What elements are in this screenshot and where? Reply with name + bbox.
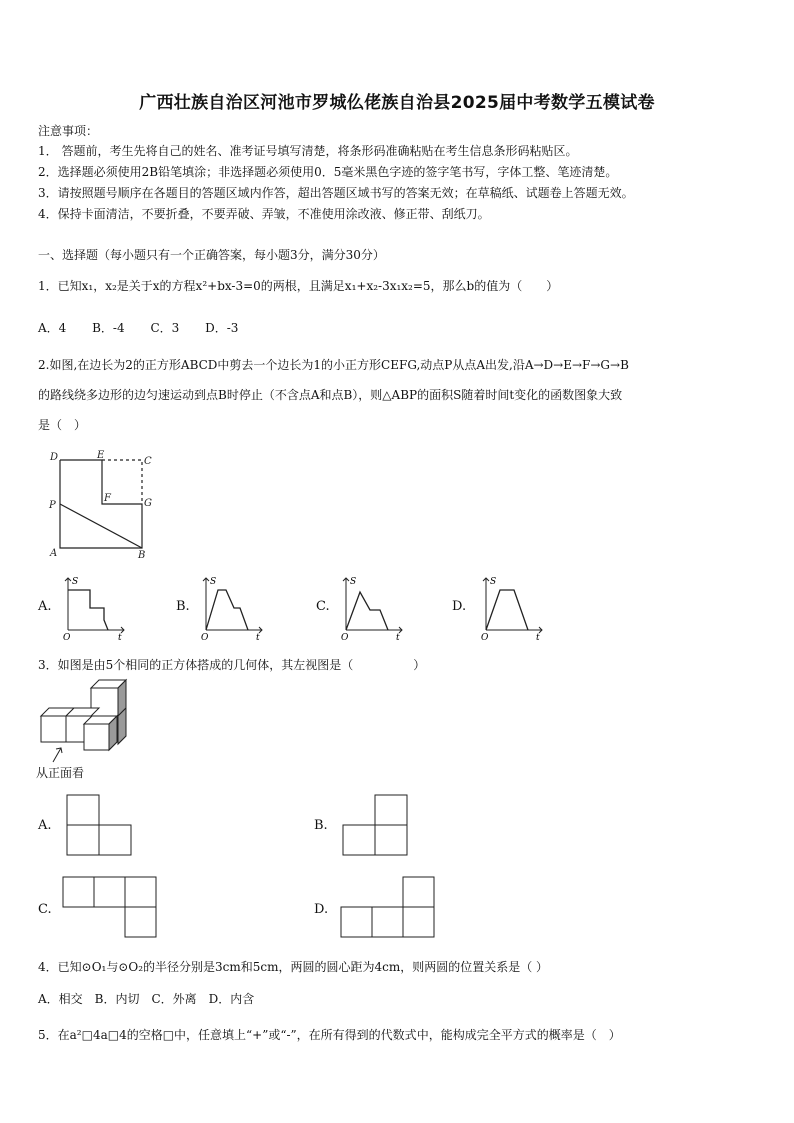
q2-graph-a[interactable] bbox=[58, 572, 128, 644]
axis-s: S bbox=[350, 577, 357, 587]
notice-item: 2．选择题必须使用2B铅笔填涂；非选择题必须使用0．5毫米黑色字迹的签字笔书写，字体工整、笔迹清楚。 bbox=[38, 165, 618, 179]
label-a: A bbox=[50, 548, 58, 559]
q3-option-c-view[interactable] bbox=[62, 876, 158, 938]
axis-t: t bbox=[536, 633, 540, 643]
origin: O bbox=[341, 633, 349, 643]
q2-option-d-label[interactable]: D. bbox=[452, 599, 467, 614]
label-b: B bbox=[138, 550, 146, 560]
question-4-text: 4．已知⊙O₁与⊙O₂的半径分别是3cm和5cm，两圆的圆心距为4cm，则两圆的位置关系是（ ） bbox=[38, 960, 549, 974]
q2-square-figure bbox=[44, 448, 164, 560]
label-p: P bbox=[49, 500, 56, 511]
question-3-text: 3．如图是由5个相同的正方体搭成的几何体，其左视图是（ ） bbox=[38, 658, 426, 672]
axis-s: S bbox=[210, 577, 217, 587]
label-d: D bbox=[50, 452, 59, 463]
question-2-text-line1: 2.如图,在边长为2的正方形ABCD中剪去一个边长为1的小正方形CEFG,动点P从点A出发,沿A→D→E→F→G→B bbox=[38, 358, 629, 372]
axis-t: t bbox=[396, 633, 400, 643]
q3-option-c-label[interactable]: C. bbox=[38, 902, 52, 917]
label-g: G bbox=[144, 498, 152, 509]
q2-option-c-label[interactable]: C. bbox=[316, 599, 330, 614]
question-1-text: 1．已知x₁，x₂是关于x的方程x²+bx-3=0的两根，且满足x₁+x₂-3x₁x₂=5，那么b的值为（ ） bbox=[38, 279, 559, 293]
notice-item: 1． 答题前，考生先将自己的姓名、准考证号填写清楚，将条形码准确粘贴在考生信息条形码粘贴区。 bbox=[38, 144, 578, 158]
question-1-options: A．4 B．-4 C．3 D．-3 bbox=[38, 321, 239, 335]
notice-item: 3．请按照题号顺序在各题目的答题区域内作答，超出答题区域书写的答案无效；在草稿纸、试题卷上答题无效。 bbox=[38, 186, 634, 200]
question-2-text-line2: 的路线绕多边形的边匀速运动到点B时停止（不含点A和点B），则△ABP的面积S随着时间t变化的函数图象大致 bbox=[38, 388, 623, 402]
axis-s: S bbox=[490, 577, 497, 587]
axis-t: t bbox=[118, 633, 122, 643]
label-e: E bbox=[97, 450, 105, 461]
q2-graph-d[interactable] bbox=[476, 572, 546, 644]
question-5-text: 5．在a²□4a□4的空格□中，任意填上“+”或“-”，在所有得到的代数式中，能构成完全平方式的概率是（ ） bbox=[38, 1028, 621, 1042]
label-f: F bbox=[104, 493, 111, 504]
q3-option-d-view[interactable] bbox=[340, 876, 436, 938]
q3-option-b-label[interactable]: B. bbox=[314, 818, 328, 833]
origin: O bbox=[201, 633, 209, 643]
q3-cube-figure bbox=[36, 678, 136, 770]
origin: O bbox=[63, 633, 71, 643]
axis-s: S bbox=[72, 577, 79, 587]
label-c: C bbox=[144, 456, 152, 467]
axis-t: t bbox=[256, 633, 260, 643]
origin: O bbox=[481, 633, 489, 643]
q3-option-a-view[interactable] bbox=[66, 794, 132, 856]
q2-option-a-label[interactable]: A. bbox=[38, 599, 52, 614]
q2-option-b-label[interactable]: B. bbox=[176, 599, 190, 614]
section-heading: 一、选择题（每小题只有一个正确答案，每小题3分，满分30分） bbox=[38, 248, 385, 262]
question-2-text-line3: 是（ ） bbox=[38, 418, 87, 432]
q2-graph-c[interactable] bbox=[336, 572, 406, 644]
q3-option-d-label[interactable]: D. bbox=[314, 902, 329, 917]
view-caption: 从正面看 bbox=[36, 766, 85, 780]
q3-option-b-view[interactable] bbox=[342, 794, 408, 856]
q3-option-a-label[interactable]: A. bbox=[38, 818, 52, 833]
page-title: 广西壮族自治区河池市罗城仫佬族自治县2025届中考数学五模试卷 bbox=[139, 93, 655, 113]
q2-graph-b[interactable] bbox=[196, 572, 266, 644]
notice-heading: 注意事项： bbox=[38, 124, 99, 138]
question-4-options: A．相交 B．内切 C．外离 D．内含 bbox=[38, 992, 255, 1006]
notice-item: 4．保持卡面清洁，不要折叠，不要弄破、弄皱，不准使用涂改液、修正带、刮纸刀。 bbox=[38, 207, 490, 221]
